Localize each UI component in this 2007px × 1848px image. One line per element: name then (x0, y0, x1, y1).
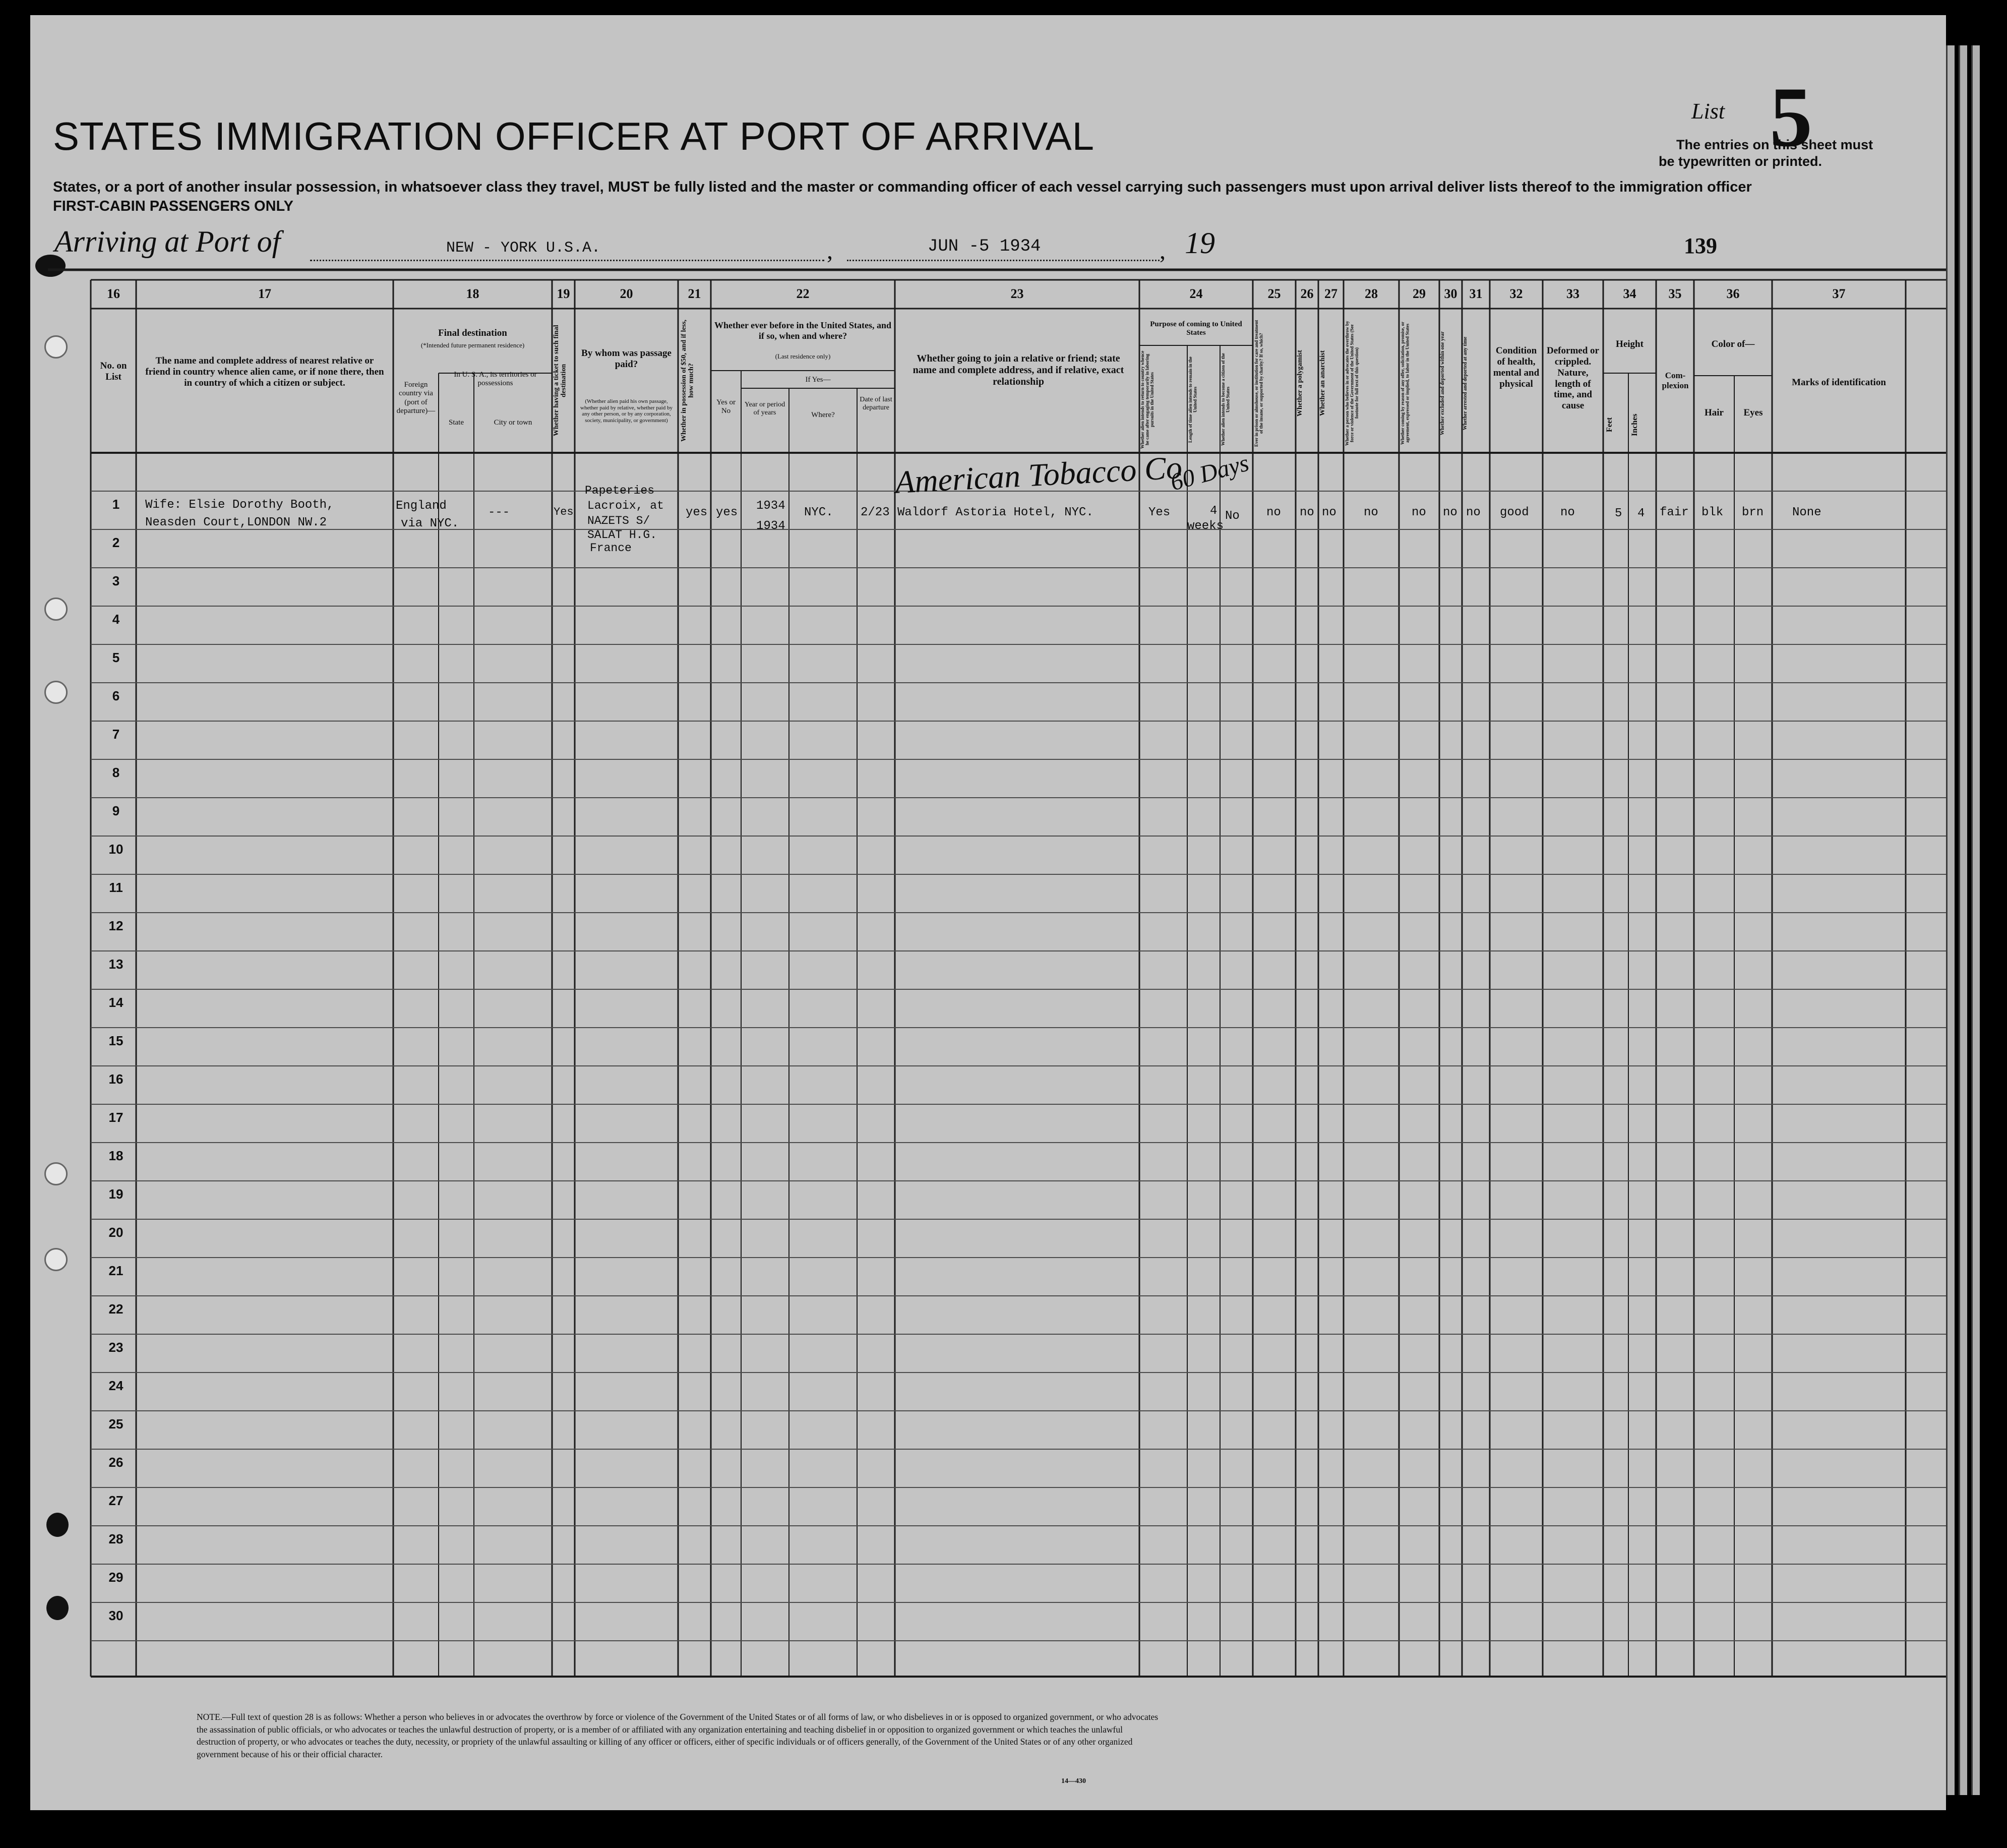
row-number: 22 (108, 1301, 124, 1317)
cell-paid-2: Lacroix, at (587, 499, 664, 512)
col-number: 18 (466, 286, 479, 301)
header-q31: Whether arrested and deported at any time (1463, 336, 1468, 430)
row-number: 16 (108, 1071, 124, 1087)
row-number: 19 (108, 1186, 124, 1202)
header-city: City or town (494, 419, 532, 427)
header-no-on-list: No. on List (100, 361, 127, 382)
cell-q30: no (1443, 506, 1457, 519)
row-number: 29 (108, 1570, 124, 1585)
header-marks: Marks of identification (1792, 377, 1886, 388)
col-number: 21 (688, 286, 701, 301)
col-number: 16 (107, 286, 120, 301)
header-purpose-b: Length of time alien intends to remain in the United States (1188, 356, 1198, 443)
header-height: Height (1616, 339, 1644, 349)
cell-hair: blk (1701, 506, 1724, 519)
col-number: 36 (1726, 286, 1740, 301)
header-possession: Whether in possession of $50, and if less, how much? (680, 319, 695, 442)
header-relative: The name and complete address of nearest relative or friend in country whence alien came, or if none there, then in country of which a citizen or subject. (145, 355, 384, 388)
row-number: 27 (108, 1493, 124, 1508)
sheet-number: 139 (1684, 233, 1717, 258)
instructions: States, or a port of another insular possession, in whatsoever class they travel, MUST be fully listed and the master or commanding officer of each vessel carrying such passengers must upon arrival deliver lists thereof to the immigration officer (53, 179, 1752, 195)
header-where: Where? (811, 411, 835, 419)
col-number: 28 (1365, 286, 1378, 301)
col-number: 22 (796, 286, 810, 301)
cell-year-1: 1934 (756, 499, 785, 513)
col-number: 33 (1566, 286, 1579, 301)
header-in-usa: In U. S. A., its territories or possessions (454, 371, 537, 388)
typed-note-1: The entries on this sheet must (1676, 137, 1873, 152)
cell-paid-3: NAZETS S/ (587, 514, 650, 527)
cell-q29: no (1412, 506, 1426, 519)
col-number: 29 (1413, 286, 1426, 301)
cell-eyes: brn (1742, 506, 1764, 519)
header-ever-before: Whether ever before in the United States, and if so, when and where? (714, 320, 891, 341)
cell-inches: 4 (1637, 507, 1645, 520)
row-number: 1 (112, 497, 120, 512)
header-purpose: Purpose of coming to United States (1150, 320, 1242, 337)
row-number: 4 (112, 612, 120, 627)
col-number: 23 (1010, 286, 1024, 301)
cell-foreign-country-1: England (396, 499, 447, 513)
row-number: 6 (112, 688, 120, 703)
col-number: 35 (1668, 286, 1682, 301)
row-number: 25 (108, 1416, 124, 1432)
comma: , (827, 237, 833, 264)
comma: , (1160, 237, 1166, 264)
list-number: 5 (1770, 70, 1812, 164)
col-number: 31 (1469, 286, 1483, 301)
col-number: 32 (1509, 286, 1523, 301)
row-number: 10 (108, 842, 124, 857)
cell-join-handwritten: American Tobacco Co (894, 449, 1183, 500)
arriving-label: Arriving at Port of (54, 225, 281, 258)
row-number: 2 (112, 535, 120, 550)
row-number: 8 (112, 765, 120, 780)
col-number: 19 (557, 286, 570, 301)
row-number: 20 (108, 1225, 124, 1240)
header-by-whom: By whom was passage paid? (581, 348, 672, 370)
cell-condition: good (1500, 506, 1529, 519)
page-title: STATES IMMIGRATION OFFICER AT PORT OF ARRIVAL (53, 114, 1095, 158)
col-number: 30 (1444, 286, 1457, 301)
header-feet: Feet (1605, 417, 1614, 433)
cell-deformed: no (1560, 506, 1575, 519)
cell-join-typed: Waldorf Astoria Hotel, NYC. (897, 506, 1093, 519)
header-year-period: Year or period of years (744, 401, 785, 417)
header-q30: Whether excluded and deported within one year (1440, 331, 1445, 435)
header-anarchist: Whether an anarchist (1319, 350, 1326, 416)
typed-note-2: be typewritten or printed. (1659, 154, 1822, 169)
header-by-whom-note: (Whether alien paid his own passage, whether paid by relative, whether paid by any other person, or by any corporation, society, municipality, or government) (580, 398, 673, 424)
header-hair: Hair (1705, 407, 1724, 418)
cell-q31: no (1466, 506, 1481, 519)
cell-anarchist: no (1322, 506, 1336, 519)
header-prison: Ever in prison or almshouse, or institution for care and treatment of the insane, or supported by charity? If so, which? (1254, 320, 1264, 447)
row-number: 24 (108, 1378, 124, 1393)
header-eyes: Eyes (1743, 407, 1763, 418)
row-number: 26 (108, 1455, 124, 1470)
row-number: 3 (112, 573, 120, 588)
cell-relative-1: Wife: Elsie Dorothy Booth, (145, 498, 334, 512)
cell-polygamist: no (1300, 506, 1314, 519)
header-purpose-a: Whether alien intends to return to country whence he came after engaging temporarily in laboring pursuits in the United States (1140, 350, 1154, 449)
cell-purpose-b-hand: 60 Days (1167, 449, 1252, 496)
cell-purpose-c: No (1225, 509, 1240, 523)
header-date-departure: Date of last departure (860, 396, 892, 412)
list-label: List (1691, 99, 1725, 124)
row-number: 5 (112, 650, 120, 665)
col-number: 26 (1300, 286, 1314, 301)
row-number: 28 (108, 1531, 124, 1546)
row-number: 14 (108, 995, 124, 1010)
header-final-destination-note: (*Intended future permanent residence) (420, 341, 525, 349)
col-number: 34 (1623, 286, 1636, 301)
header-q28: Whether a person who believes in or advocates the overthrow by force or violence of the Government of the United States (See footnote for full text of this question) (1345, 321, 1359, 446)
year-prefix: 19 (1185, 226, 1215, 260)
cell-foreign-country-2: via NYC. (401, 517, 459, 530)
header-purpose-c: Whether alien intends to become a citizen of the United States (1221, 353, 1231, 446)
header-condition: Condition of health, mental and physical (1493, 345, 1540, 389)
header-state: State (449, 419, 464, 427)
row-number: 30 (108, 1608, 124, 1623)
cell-paid-4: SALAT H.G. (587, 528, 657, 542)
row-number: 15 (108, 1033, 124, 1048)
cell-purpose-b-2: weeks (1187, 519, 1224, 533)
header-deformed: Deformed or crippled. Nature, length of time, and cause (1547, 345, 1599, 411)
header-complexion: Com-plexion (1662, 371, 1689, 390)
arrival-date: JUN -5 1934 (928, 237, 1041, 256)
cell-purpose-b-1: 4 (1210, 504, 1218, 518)
row-number: 21 (108, 1263, 124, 1278)
col-number: 17 (258, 286, 271, 301)
cell-date-departure: 2/23 (861, 506, 890, 519)
header-yes-no: Yes or No (716, 398, 736, 415)
col-number: 27 (1324, 286, 1337, 301)
row-number: 18 (108, 1148, 124, 1163)
port-value: NEW - YORK U.S.A. (446, 240, 601, 257)
form-number: 14—430 (1061, 1777, 1086, 1785)
row-number: 23 (108, 1340, 124, 1355)
header-final-destination: Final destination (438, 328, 507, 338)
row-number: 17 (108, 1110, 124, 1125)
row-number: 9 (112, 803, 120, 818)
col-number: 37 (1832, 286, 1846, 301)
cell-where: NYC. (804, 506, 833, 519)
col-number: 25 (1267, 286, 1281, 301)
header-polygamist: Whether a polygamist (1296, 350, 1304, 416)
cell-feet: 5 (1615, 507, 1622, 520)
row-number: 13 (108, 957, 124, 972)
col-number: 24 (1189, 286, 1203, 301)
header-q29: Whether coming by reason of any offer, solicitation, promise, or agreement, expressed or implied, to labor in the United States (1400, 321, 1410, 445)
header-join-relative: Whether going to join a relative or friend; state name and complete address, and if relative, exact relationship (913, 353, 1124, 387)
cell-paid-5: France (590, 542, 632, 555)
cell-possession: yes (686, 506, 708, 519)
cell-relative-2: Neasden Court,LONDON NW.2 (145, 516, 327, 529)
cell-year-2: 1934 (756, 519, 785, 533)
cell-complexion: fair (1660, 506, 1689, 519)
header-last-residence: (Last residence only) (775, 352, 831, 360)
footnote: NOTE.—Full text of question 28 is as follows: Whether a person who believes in or advocates the overthrow by force or violence of the Government of the United States or of all forms of law, or who disbelieves in or is opposed to organized government, or who advocates the assassination of public officials, or who advocates or teaches the unlawful destruction of property, or is a member of or affiliated with any organization entertaining and teaching disbelief in or opposition to organized government or which teaches the unlawful destruction of property, or who advocates or teaches the duty, necessity, or propriety of the unlawful assaulting or killing of any officer or officers, either of specific individuals or of officers generally, of the Government of the United States or of any other organized government because of his or their official character. (197, 1712, 1159, 1759)
row-number: 12 (108, 918, 124, 933)
row-number: 11 (109, 880, 123, 895)
row-number: 7 (112, 727, 120, 742)
cell-paid-1: Papeteries (585, 484, 655, 497)
cell-ticket: Yes (554, 506, 574, 518)
class-line: FIRST-CABIN PASSENGERS ONLY (53, 198, 293, 214)
cell-ever-before: yes (716, 506, 738, 519)
header-inches: Inches (1630, 413, 1639, 436)
cell-state: --- (488, 506, 510, 519)
cell-purpose-a: Yes (1148, 506, 1171, 519)
cell-prison: no (1266, 506, 1281, 519)
col-number: 20 (620, 286, 633, 301)
header-foreign-country: Foreign country via (port of departure)— (396, 381, 436, 415)
cell-marks: None (1792, 506, 1821, 519)
cell-q28: no (1364, 506, 1378, 519)
header-ticket: Whether having a ticket to such final destination (553, 325, 568, 437)
header-if-yes: If Yes— (805, 376, 831, 384)
header-color-of: Color of— (1711, 339, 1755, 349)
